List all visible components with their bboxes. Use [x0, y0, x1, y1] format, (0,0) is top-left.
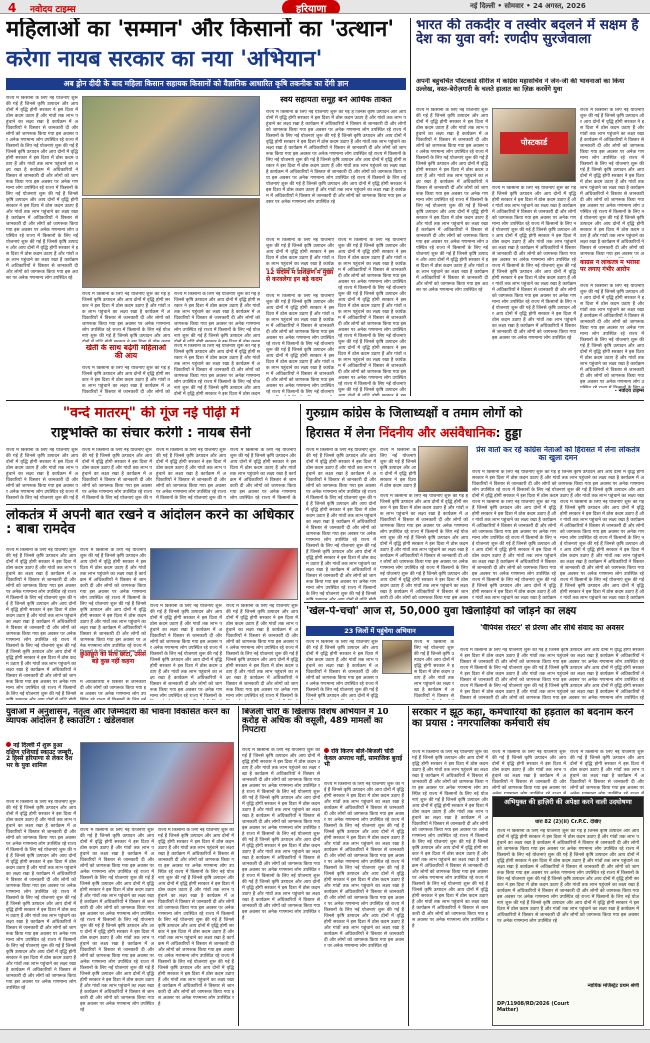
ramdev-subhead: छुआछूत की सोच छोटी, उससे बड़े कुछ नहीं कहना [80, 652, 146, 680]
ramdev-body-col4 [226, 604, 298, 700]
hooda-body-col4 [472, 470, 644, 498]
hooda-body-col2 [380, 448, 416, 488]
hooda-photo [418, 446, 468, 492]
strike-body-col3 [570, 750, 644, 794]
hooda-headline-part-b: निंदनीय और असंवैधानिक [378, 426, 496, 440]
surjewala-deck: अपनी बहुचर्चित पॉस्टकार्ड सीरीज में कांग्रेस महासचिव ने जेन-जी की भावनाओं का किया उल्लेख, वस्त-बेरोज़गारी के चलते हालात का ज़िक्र करवेंगे युवा [416, 78, 625, 93]
khandelwal-body-col1 [6, 800, 76, 1026]
lead-body-col9 [338, 238, 406, 396]
court-notice [492, 796, 644, 1026]
horizontal-rule [6, 704, 644, 705]
column-divider [410, 18, 411, 396]
vij-body-col1 [242, 748, 320, 1026]
strike-body-col2 [492, 750, 566, 794]
khandelwal-bullet-text: नई दिल्ली में शुरू हुआ दक्षिण एशियाई स्काउट जम्बूरी, 2 हिस्से हरियाणा से लेकर देश भर के युवा शामिल [6, 742, 74, 769]
hooda-headline-part-a: हिरासत में लेना [306, 426, 379, 440]
postcard-graphic [500, 132, 568, 154]
lead-photo-speaker [82, 198, 260, 288]
khandelwal-headline: युवाओं में अनुशासन, नेतृत्व और जिम्मेदारी की भावना विकसित करने का व्यापक आंदोलन है स्काउटिंग : खंडेलवाल [6, 708, 230, 726]
lead-body-col4 [82, 366, 170, 396]
page-number: 4 [8, 1, 17, 14]
hooda-body-col1 [306, 448, 376, 600]
lead-subhead-2: 12 सदस्य में प्रशिक्षण में मुख्य से करवलेगा इन बढ़े कदम [266, 270, 334, 283]
column-divider [238, 706, 239, 1026]
saini-headline-line2: राष्ट्रभक्ति का संचार करेगी : नायब सैनी [51, 426, 251, 441]
saini-body-col1 [6, 448, 78, 500]
surjewala-body-col2 [580, 108, 644, 258]
khel-body-col2 [414, 640, 454, 700]
horizontal-rule [6, 400, 644, 401]
notice-body [497, 829, 639, 979]
khandelwal-bullet [6, 742, 76, 796]
column-divider [300, 404, 301, 704]
lead-deck: अब ड्रोन दीदी के बाद महिला किसान सहायक किसानों को वैज्ञानिक आधारित कृषि तकनीक का देंगी ज्ञान [6, 78, 406, 90]
khel-headline: 'खेल-पे-चर्चा' आज से, 50,000 युवा खिलाड़ियों को जोड़ने का लक्ष्य [306, 606, 577, 617]
saini-body-col3 [156, 448, 226, 500]
lead-pullquote: स्वयं सहायता समूह बने आर्थिक ताकत [280, 96, 392, 104]
hooda-body-col3 [380, 494, 468, 600]
khandelwal-photo [80, 742, 234, 824]
vij-headline: बिजली चोरी के खिलाफ विशेष अभियान में 10 करोड़ से अधिक की वसूली, 489 मामलों का निपटारा [242, 708, 389, 735]
surjewala-body-col4 [580, 284, 644, 388]
lead-photo-crowd [82, 96, 260, 196]
surjewala-byline: - नवोदय टाइम्स [614, 388, 644, 394]
vij-bullet-text: रवि किरण बोले-बिजली चोरी केवल अपराध नहीं, सामाजिक बुराई भी [324, 748, 403, 769]
khandelwal-body-col2 [80, 828, 154, 1026]
saini-body-col4 [230, 448, 296, 500]
vij-bullet [324, 748, 404, 778]
hooda-body-col6 [560, 500, 644, 600]
notice-sign: न्यायिक मजिस्ट्रेट प्रथम श्रेणी [587, 983, 639, 989]
top-bar [0, 0, 650, 14]
khandelwal-body-col3 [158, 828, 234, 1026]
bullet-icon [324, 748, 329, 753]
ramdev-photo [150, 548, 298, 600]
lead-body-col3 [174, 292, 260, 342]
ramdev-body-col3 [150, 604, 222, 700]
saini-headline-line1: "वन्दे मातरम्" की गूंज नई पीढ़ी में [62, 406, 240, 421]
surjewala-subhead: कांग्रेस ने लोकतंत्र में भरोसा पर लगाए गंभीर आरोप [580, 260, 640, 273]
surjewala-body-col1 [416, 108, 488, 396]
lead-headline-line2: करेगा नायब सरकार का नया 'अभियान' [6, 48, 323, 72]
section-label: हरियाणा [282, 0, 340, 14]
strike-body-col1 [412, 750, 488, 1026]
notice-ref: DP/11908/RD/2026 (Court Matter) [497, 1001, 570, 1013]
ramdev-headline: लोकतंत्र में अपनी बात रखने व आंदोलन करने का अधिकार : बाबा रामदेव [6, 508, 294, 538]
khel-bar: 23 जिलों में पहुंचेगा अभियान [306, 626, 454, 636]
horizontal-rule [6, 504, 298, 505]
vij-body-col2 [324, 782, 404, 1026]
notice-subtitle: धारा 82 (2)(ii) Cr.P.C. देखिए [534, 819, 602, 825]
ramdev-body-col1 [6, 548, 76, 700]
khel-photo [382, 640, 412, 674]
strike-headline: सरकार ने झूठ कहा, कर्मचारियों की हड़ताल को बदनाम करने का प्रयास : नगरपालिका कर्मचारी संघ [412, 708, 634, 729]
khel-body-col1 [306, 640, 378, 700]
lead-body-col8 [266, 294, 334, 396]
lead-body-col2 [82, 292, 170, 342]
postcard-label: पोस्टकार्ड [520, 138, 548, 147]
bottom-bar [0, 1029, 650, 1043]
lead-body-col1 [6, 96, 78, 396]
lead-headline-line1: महिलाओं का 'सम्मान' और किसानों का 'उत्थान' [6, 18, 395, 42]
surjewala-body-col3 [492, 186, 576, 396]
lead-subhead-1: खेती के साथ बढ़ेगी महिलाओं की आय [85, 344, 167, 361]
hooda-deck: प्रेस वार्ता कर रहे कांग्रेस नेताओं को हिरासत में लेना लोकतंत्र का खुला दमन [476, 446, 640, 462]
hooda-headline-line2 [306, 426, 644, 444]
notice-title: अभियुक्त की हाज़िरी की अपेक्षा करने वाली उदघोषणा [493, 797, 643, 817]
hooda-body-col5 [472, 500, 556, 600]
bullet-icon [6, 742, 11, 747]
khel-body-col3 [460, 648, 644, 700]
column-divider [408, 706, 409, 1026]
dateline: नई दिल्ली • सोमवार • 24 अगस्त, 2026 [470, 2, 586, 10]
lead-body-col6 [266, 110, 406, 236]
horizontal-rule [304, 602, 644, 603]
paper-name: नवोदय टाइम्स [30, 5, 76, 14]
hooda-headline-part-c: : हुड्डा [495, 426, 522, 440]
surjewala-headline: भारत की तकदीर व तस्वीर बदलने में सक्षम है देश का युवा वर्ग: रणदीप सुरजेवाला [416, 18, 639, 48]
lead-body-col5 [174, 344, 260, 396]
khel-kicker: 'चैंपियंस रोस्टर' से प्रेरणा और सीधे संवाद का अवसर [480, 624, 624, 632]
saini-body-col2 [82, 448, 152, 500]
lead-body-col7 [266, 238, 334, 270]
hooda-headline-line1: गुरुग्राम कांग्रेस के जिलाध्यक्षों व तमाम लोगों को [306, 406, 523, 420]
